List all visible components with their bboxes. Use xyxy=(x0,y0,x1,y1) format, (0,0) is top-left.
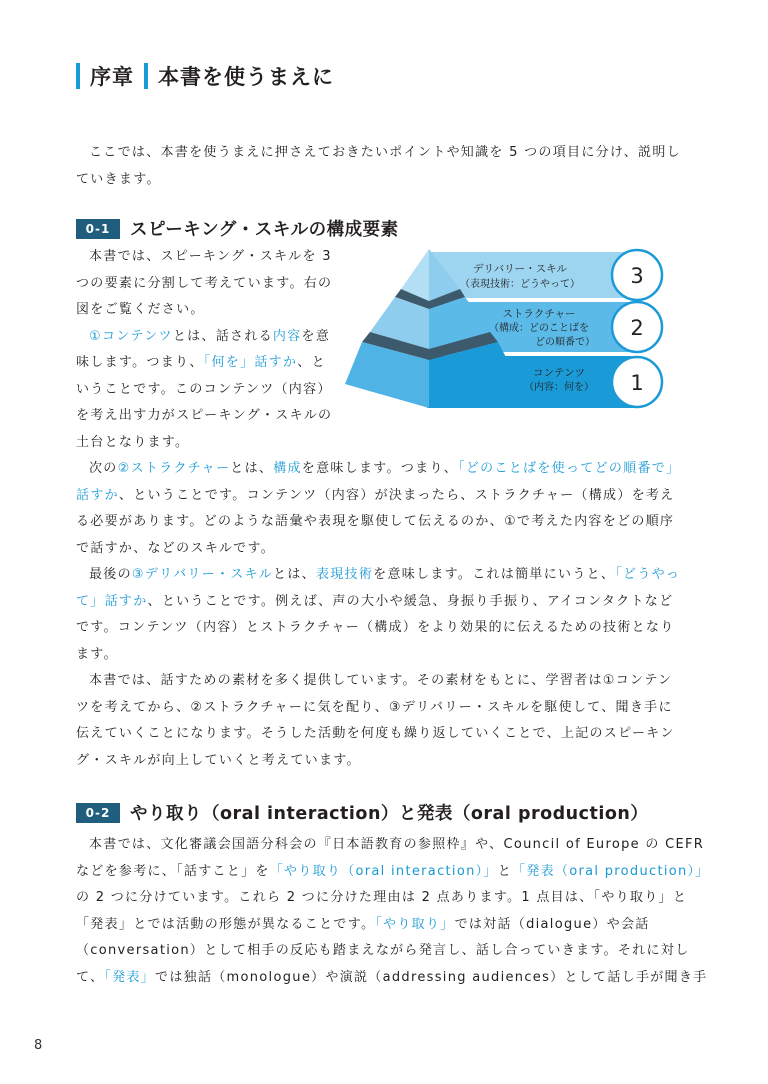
label-delivery-sub: （表現技術：どうやって） xyxy=(460,279,580,290)
paragraph-line xyxy=(76,589,680,616)
section1-left-column xyxy=(76,244,336,456)
highlight-term: 「どうやっ xyxy=(615,567,681,582)
highlight-term: ③デリバリー・スキル xyxy=(131,567,274,582)
label-contents-sub: （内容：何を） xyxy=(524,382,594,393)
intro-line: ここでは、本書を使うまえに押さえておきたいポイントや知識を 5 つの項目に分け、説明し xyxy=(89,145,681,160)
text-run: では対話（dialogue）や会話 xyxy=(454,916,650,932)
paragraph-line: ツを考えてから、②ストラクチャーに気を配り、③デリバリー・スキルを駆使して、聞き手に xyxy=(76,699,673,715)
number-3: 3 xyxy=(630,264,644,288)
paragraph-line: る必要があります。どのような語彙や表現を駆使して伝えるのか、①で考えた内容をどの順序 xyxy=(76,514,675,529)
text-run: 、と xyxy=(297,355,326,370)
text-run: 味します。つまり、 xyxy=(76,355,204,370)
text-run: では独話（monologue）や演説（addressing audiences）として話し手が聞き手 xyxy=(155,969,708,985)
number-2: 2 xyxy=(630,316,644,340)
label-structure: ストラクチャー xyxy=(502,308,576,320)
label-delivery: デリバリー・スキル xyxy=(472,263,568,275)
intro-line: ていきます。 xyxy=(76,171,161,187)
text-run: 最後の xyxy=(89,567,132,582)
number-1: 1 xyxy=(630,371,644,395)
paragraph-line: を考え出す力がスピーキング・スキルの xyxy=(76,408,333,423)
highlight-term: 「何を」話すか xyxy=(203,355,298,370)
text-run: 、ということです。例えば、声の大小や緩急、身振り手振り、アイコンタクトなど xyxy=(147,593,674,609)
paragraph-line: 本書では、話すための素材を多く提供しています。その素材をもとに、学習者は①コンテン xyxy=(89,673,673,688)
heading-divider xyxy=(144,63,148,89)
paragraph-line: です。コンテンツ（内容）とストラクチャー（構成）をより効果的に伝えるための技術となり xyxy=(76,620,675,635)
highlight-term: て」話すか xyxy=(76,593,148,609)
intro-paragraph xyxy=(76,140,681,193)
chapter-title: 本書を使うまえに xyxy=(158,65,334,89)
paragraph-line: 本書では、文化審議会国語分科会の『日本語教育の参照枠』や、Council of Europe の CEFR xyxy=(89,837,705,852)
highlight-term: ①コンテンツ xyxy=(89,328,173,344)
highlight-term: 「やり取り」 xyxy=(375,916,455,932)
paragraph-line: ます。 xyxy=(76,646,118,662)
section1-body xyxy=(76,456,680,774)
paragraph-line: つの要素に分割して考えています。右の xyxy=(76,275,333,291)
label-contents: コンテンツ xyxy=(533,367,585,379)
section-badge: 0-1 xyxy=(76,219,120,239)
highlight-term: 表現技術 xyxy=(315,567,374,582)
text-run: 、ということです。コンテンツ（内容）が決まったら、ストラクチャー（構成）を考え xyxy=(118,487,675,503)
heading-bar xyxy=(76,63,80,89)
highlight-term: ②ストラクチャー xyxy=(117,461,231,476)
highlight-term: 「発表（oral production）」 xyxy=(512,863,710,879)
paragraph-line xyxy=(76,483,680,510)
highlight-term: 「発表」 xyxy=(104,969,156,985)
paragraph-line: 土台となります。 xyxy=(76,434,190,450)
section2-body xyxy=(76,832,710,991)
text-run: と xyxy=(497,863,513,879)
paragraph-line xyxy=(76,859,710,886)
text-run: 次の xyxy=(89,461,118,476)
paragraph-line xyxy=(76,324,336,351)
section-badge: 0-2 xyxy=(76,803,120,823)
highlight-term: 構成 xyxy=(273,461,302,476)
text-run: 「発表」とでは活動の形態が異なることです。 xyxy=(76,916,376,932)
paragraph-line: の 2 つに分けています。これら 2 つに分けた理由は 2 点あります。1 点目は、「やり取り」と xyxy=(76,890,688,905)
paragraph-line xyxy=(76,350,336,377)
paragraph-line xyxy=(76,456,680,483)
page-number: 8 xyxy=(34,1038,43,1053)
text-run: て、 xyxy=(76,969,105,985)
highlight-term: 内容 xyxy=(272,328,302,344)
highlight-term: 「どのことばを使ってどの順番で」 xyxy=(458,461,681,476)
paragraph-line xyxy=(76,562,680,589)
text-run: とは、 xyxy=(230,461,274,476)
section-heading-0-1 xyxy=(76,216,399,241)
label-structure-sub1: （構成：どのことばを xyxy=(489,323,589,334)
paragraph-line: で話すか、などのスキルです。 xyxy=(76,540,276,556)
paragraph-line: 図をご覧ください。 xyxy=(76,302,205,317)
paragraph-line: いうことです。このコンテンツ（内容） xyxy=(76,381,332,397)
paragraph-line xyxy=(76,965,710,992)
text-run: などを参考に、「話すこと」を xyxy=(76,863,270,879)
section-title: やり取り（oral interaction）と発表（oral production） xyxy=(130,804,649,824)
chapter-label: 序章 xyxy=(90,65,134,89)
highlight-term: 「やり取り（oral interaction）」 xyxy=(269,863,498,879)
text-run: とは、 xyxy=(273,567,316,582)
text-run: を意味します。つまり、 xyxy=(301,461,459,476)
text-run: とは、話される xyxy=(172,328,273,344)
paragraph-line: （conversation）として相手の反応も踏まえながら発言し、話し合っていきます。それに対し xyxy=(76,943,690,958)
chapter-heading xyxy=(76,62,334,90)
paragraph-line: 本書では、スピーキング・スキルを 3 xyxy=(89,249,332,264)
label-structure-sub2: どの順番で） xyxy=(535,337,595,348)
section-title: スピーキング・スキルの構成要素 xyxy=(130,220,399,240)
text-run: を意 xyxy=(301,328,331,344)
paragraph-line xyxy=(76,912,710,939)
pyramid-diagram xyxy=(345,246,665,412)
section-heading-0-2 xyxy=(76,800,648,825)
paragraph-line: 伝えていくことになります。そうした活動を何度も繰り返していくことで、上記のスピーキン xyxy=(76,726,675,741)
text-run: を意味します。これは簡単にいうと、 xyxy=(373,567,616,582)
paragraph-line: グ・スキルが向上していくと考えています。 xyxy=(76,752,361,768)
highlight-term: 話すか xyxy=(76,487,119,503)
